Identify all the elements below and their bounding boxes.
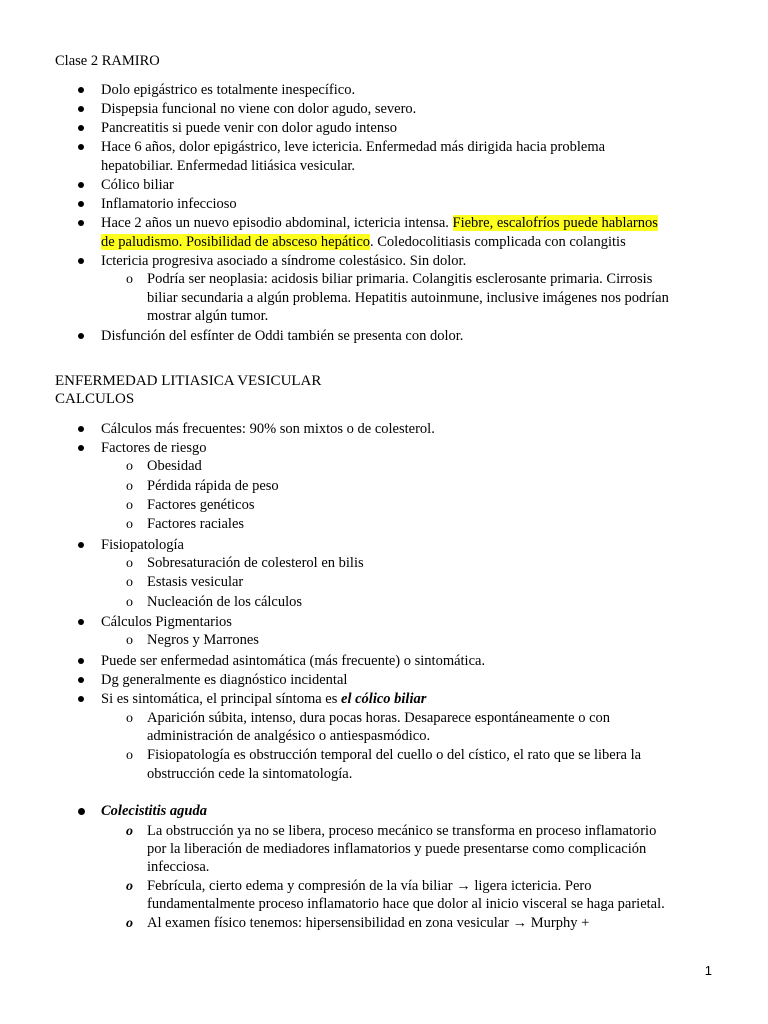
bullet-icon	[78, 182, 84, 188]
list-item: Puede ser enfermedad asintomática (más frecuente) o sintomática.	[101, 653, 486, 669]
sub-bullet-icon: o	[126, 633, 133, 648]
sub-list-item: Factores genéticos	[147, 497, 255, 513]
plain-text: Febrícula, cierto edema y compresión de la vía biliar	[147, 878, 457, 894]
section-subheading: CALCULOS	[55, 391, 135, 407]
sub-list-item: Fisiopatología es obstrucción temporal del cuello o del cístico, el rato que se libera la	[147, 747, 642, 763]
bullet-icon	[78, 445, 84, 451]
list-item: Factores de riesgo	[101, 440, 207, 456]
emphasized-text: el cólico biliar	[341, 691, 427, 707]
list-item: Ictericia progresiva asociado a síndrome colestásico. Sin dolor.	[101, 253, 467, 269]
list-item-continuation: hepatobiliar. Enfermedad litiásica vesicular.	[101, 158, 356, 174]
bullet-icon	[78, 677, 84, 683]
sub-bullet-icon: o	[126, 517, 133, 532]
bullet-icon	[78, 808, 85, 815]
list-item: Inflamatorio infeccioso	[101, 196, 237, 212]
bullet-icon	[78, 619, 84, 625]
bullet-icon	[78, 106, 84, 112]
plain-text: Al examen físico tenemos: hipersensibilidad en zona vesicular	[147, 915, 513, 931]
list-item	[101, 214, 658, 233]
sub-list-item-continuation: administración de analgésico o antiespasmódico.	[147, 728, 431, 744]
sub-bullet-icon: o	[126, 479, 133, 494]
sub-list-item-continuation: fundamentalmente proceso inflamatorio hace que dolor al inicio visceral se haga parietal.	[147, 896, 665, 912]
bullet-icon	[78, 201, 84, 207]
sub-list-item: La obstrucción ya no se libera, proceso mecánico se transforma en proceso inflamatorio	[147, 823, 657, 839]
sub-bullet-icon: o	[126, 879, 133, 894]
section-heading: ENFERMEDAD LITIASICA VESICULAR	[55, 373, 322, 389]
list-item: Dg generalmente es diagnóstico incidental	[101, 672, 348, 688]
plain-text: ligera ictericia. Pero	[470, 878, 592, 894]
sub-bullet-icon: o	[126, 824, 133, 839]
sub-list-item: Negros y Marrones	[147, 632, 259, 648]
bullet-icon	[78, 658, 84, 664]
list-item: Fisiopatología	[101, 537, 184, 553]
sub-list-item-continuation: por la liberación de mediadores inflamatorios y puede presentarse como complicación	[147, 841, 647, 857]
plain-text: Hace 2 años un nuevo episodio abdominal, ictericia intensa.	[101, 215, 453, 231]
sub-list-item: Estasis vesicular	[147, 574, 244, 590]
plain-text: Si es sintomática, el principal síntoma es	[101, 691, 342, 707]
sub-list-item: Nucleación de los cálculos	[147, 594, 303, 610]
list-item: Cólico biliar	[101, 177, 174, 193]
list-item: Dispepsia funcional no viene con dolor agudo, severo.	[101, 101, 417, 117]
arrow-right-icon: →	[512, 915, 528, 931]
list-item: Pancreatitis si puede venir con dolor agudo intenso	[101, 120, 397, 136]
document-title: Clase 2 RAMIRO	[55, 53, 160, 69]
sub-list-item: Pérdida rápida de peso	[147, 478, 279, 494]
sub-bullet-icon: o	[126, 595, 133, 610]
sub-bullet-icon: o	[126, 916, 133, 931]
sub-list-item: Obesidad	[147, 458, 202, 474]
highlighted-text: Fiebre, escalofríos puede hablarnos	[452, 215, 658, 231]
sub-bullet-icon: o	[126, 556, 133, 571]
bullet-icon	[78, 258, 84, 264]
page-number: 1	[704, 963, 712, 978]
sub-list-item-continuation: obstrucción cede la sintomatología.	[147, 766, 353, 782]
arrow-right-icon: →	[456, 878, 471, 894]
list-item: Cálculos Pigmentarios	[101, 614, 232, 630]
bullet-icon	[78, 87, 84, 93]
sub-bullet-icon: o	[126, 575, 133, 590]
bullet-icon	[78, 333, 84, 339]
bullet-icon	[78, 144, 84, 150]
list-item-continuation	[101, 233, 626, 252]
plain-text: . Coledocolitiasis complicada con colangitis	[370, 234, 626, 250]
sub-list-item-continuation: infecciosa.	[147, 859, 210, 875]
list-item: Disfunción del esfínter de Oddi también se presenta con dolor.	[101, 328, 464, 344]
list-item: Hace 6 años, dolor epigástrico, leve ictericia. Enfermedad más dirigida hacia problema	[101, 139, 606, 155]
list-item	[101, 690, 426, 709]
list-item: Dolo epigástrico es totalmente inespecífico.	[101, 82, 356, 98]
bullet-icon	[78, 696, 84, 702]
section-heading: Colecistitis aguda	[101, 803, 207, 819]
sub-bullet-icon: o	[126, 498, 133, 513]
bullet-icon	[78, 125, 84, 131]
bullet-icon	[78, 426, 84, 432]
sub-bullet-icon: o	[126, 748, 133, 763]
sub-list-item: Aparición súbita, intenso, dura pocas horas. Desaparece espontáneamente o con	[147, 710, 611, 726]
highlighted-text: de paludismo. Posibilidad de absceso hepático	[101, 234, 371, 250]
bullet-icon	[78, 542, 84, 548]
sub-list-item	[147, 877, 592, 896]
plain-text: Murphy +	[527, 915, 590, 931]
sub-list-item	[147, 914, 589, 933]
bullet-icon	[78, 220, 84, 226]
sub-list-item: Podría ser neoplasia: acidosis biliar primaria. Colangitis esclerosante primaria. Cirrosis	[147, 271, 653, 287]
sub-list-item: Sobresaturación de colesterol en bilis	[147, 555, 364, 571]
sub-list-item: Factores raciales	[147, 516, 245, 532]
list-item: Cálculos más frecuentes: 90% son mixtos o de colesterol.	[101, 421, 435, 437]
sub-bullet-icon: o	[126, 711, 133, 726]
sub-bullet-icon: o	[126, 459, 133, 474]
sub-list-item-continuation: biliar secundaria a algún problema. Hepatitis autoinmune, inclusive imágenes nos podrían	[147, 290, 669, 306]
sub-list-item-continuation: mostrar algún tumor.	[147, 308, 269, 324]
sub-bullet-icon: o	[126, 272, 133, 287]
